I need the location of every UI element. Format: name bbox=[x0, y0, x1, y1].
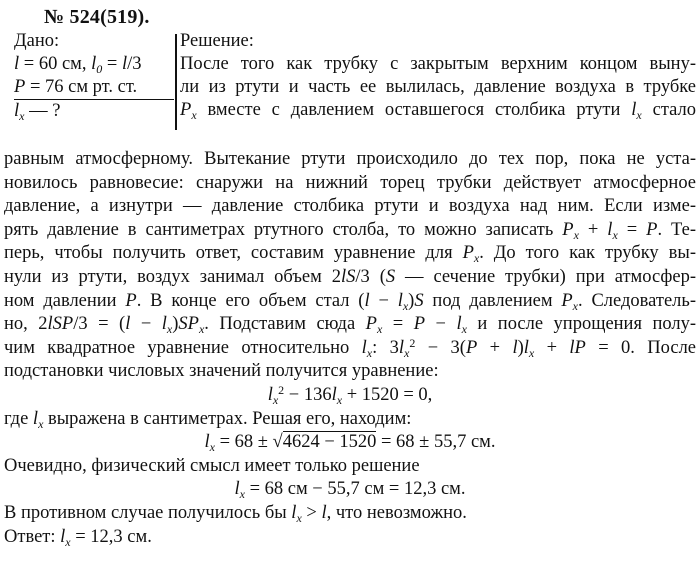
body-line: чим квадратное уравнение относительно $l_x$: $3l_x^2 - 3(P + l)l_x$ + lP = 0. После bbox=[4, 335, 697, 360]
solution-line-2: ли из ртути и часть ее вылилась, давление воздуха в трубке bbox=[180, 77, 696, 97]
problem-number: № 524(519). bbox=[44, 6, 150, 28]
given-line-2: P = 76 см рт. ст. bbox=[14, 76, 174, 100]
body-line: Очевидно, физический смысл имеет только решение bbox=[4, 455, 420, 476]
body-line: новилось равновесие: снаружи на нижний торец трубки действует атмосферное bbox=[4, 172, 696, 193]
body-line: равным атмосферному. Вытекание ртути происходило до тех пор, пока не уста- bbox=[4, 149, 696, 169]
body-line: рять давление в сантиметрах ртутного столба, то можно записать $P_x + l_x = P$. Те- bbox=[4, 219, 697, 242]
solution-line-1: После того как трубку с закрытым верхним концом выну- bbox=[180, 54, 696, 74]
body-line: нули из ртути, воздух занимал объем 2lS/3 (S — сечение трубки) при атмосфер- bbox=[4, 266, 696, 287]
equation-roots: $l_x = 68 \pm √4624 - 1520 = 68 \pm 55,7$ см. bbox=[204, 432, 496, 455]
body-line: перь, чтобы получить ответ, составим уравнение для $P_x$. До того как трубку вы- bbox=[4, 243, 696, 266]
given-line-1: l = 60 см, $l_0 = l/3$ bbox=[14, 54, 142, 76]
find-line: $l_x$ — ? bbox=[14, 101, 61, 123]
equation-solution: $l_x = 68$ см − 55,7 см = 12,3 см. bbox=[234, 479, 466, 502]
solution-header bbox=[180, 30, 696, 122]
body-line: ном давлении P. В конце его объем стал $(l - l_x)S$ под давлением $P_x$. Следователь- bbox=[4, 290, 696, 313]
body-line: давление, а изнутри — давление столбика ртути и воздуха над ним. Если изме- bbox=[4, 196, 696, 217]
given-section bbox=[14, 30, 174, 123]
equation-quadratic: $l_x^2 - 136l_x + 1520 = 0$, bbox=[267, 382, 433, 407]
body-line: но, $2lSP/3 = (l - l_x)SP_x$. Подставим сюда $P_x = P - l_x$ и после упрощения полу- bbox=[4, 314, 697, 337]
solution-body bbox=[4, 148, 696, 549]
given-divider-vertical bbox=[175, 34, 177, 130]
answer-line: Ответ: $l_x = 12,3$ см. bbox=[4, 526, 152, 549]
solution-line-3: $P_x$ вместе с давлением оставшегося столбика ртути $l_x$ стало bbox=[180, 100, 696, 122]
body-line: подстановки числовых значений получится уравнение: bbox=[4, 361, 439, 382]
body-line: где $l_x$ выражена в сантиметрах. Решая его, находим: bbox=[4, 408, 412, 431]
body-line: В противном случае получилось бы $l_x > l$, что невозможно. bbox=[4, 502, 467, 525]
solution-label: Решение: bbox=[180, 31, 254, 51]
given-label: Дано: bbox=[14, 31, 60, 51]
